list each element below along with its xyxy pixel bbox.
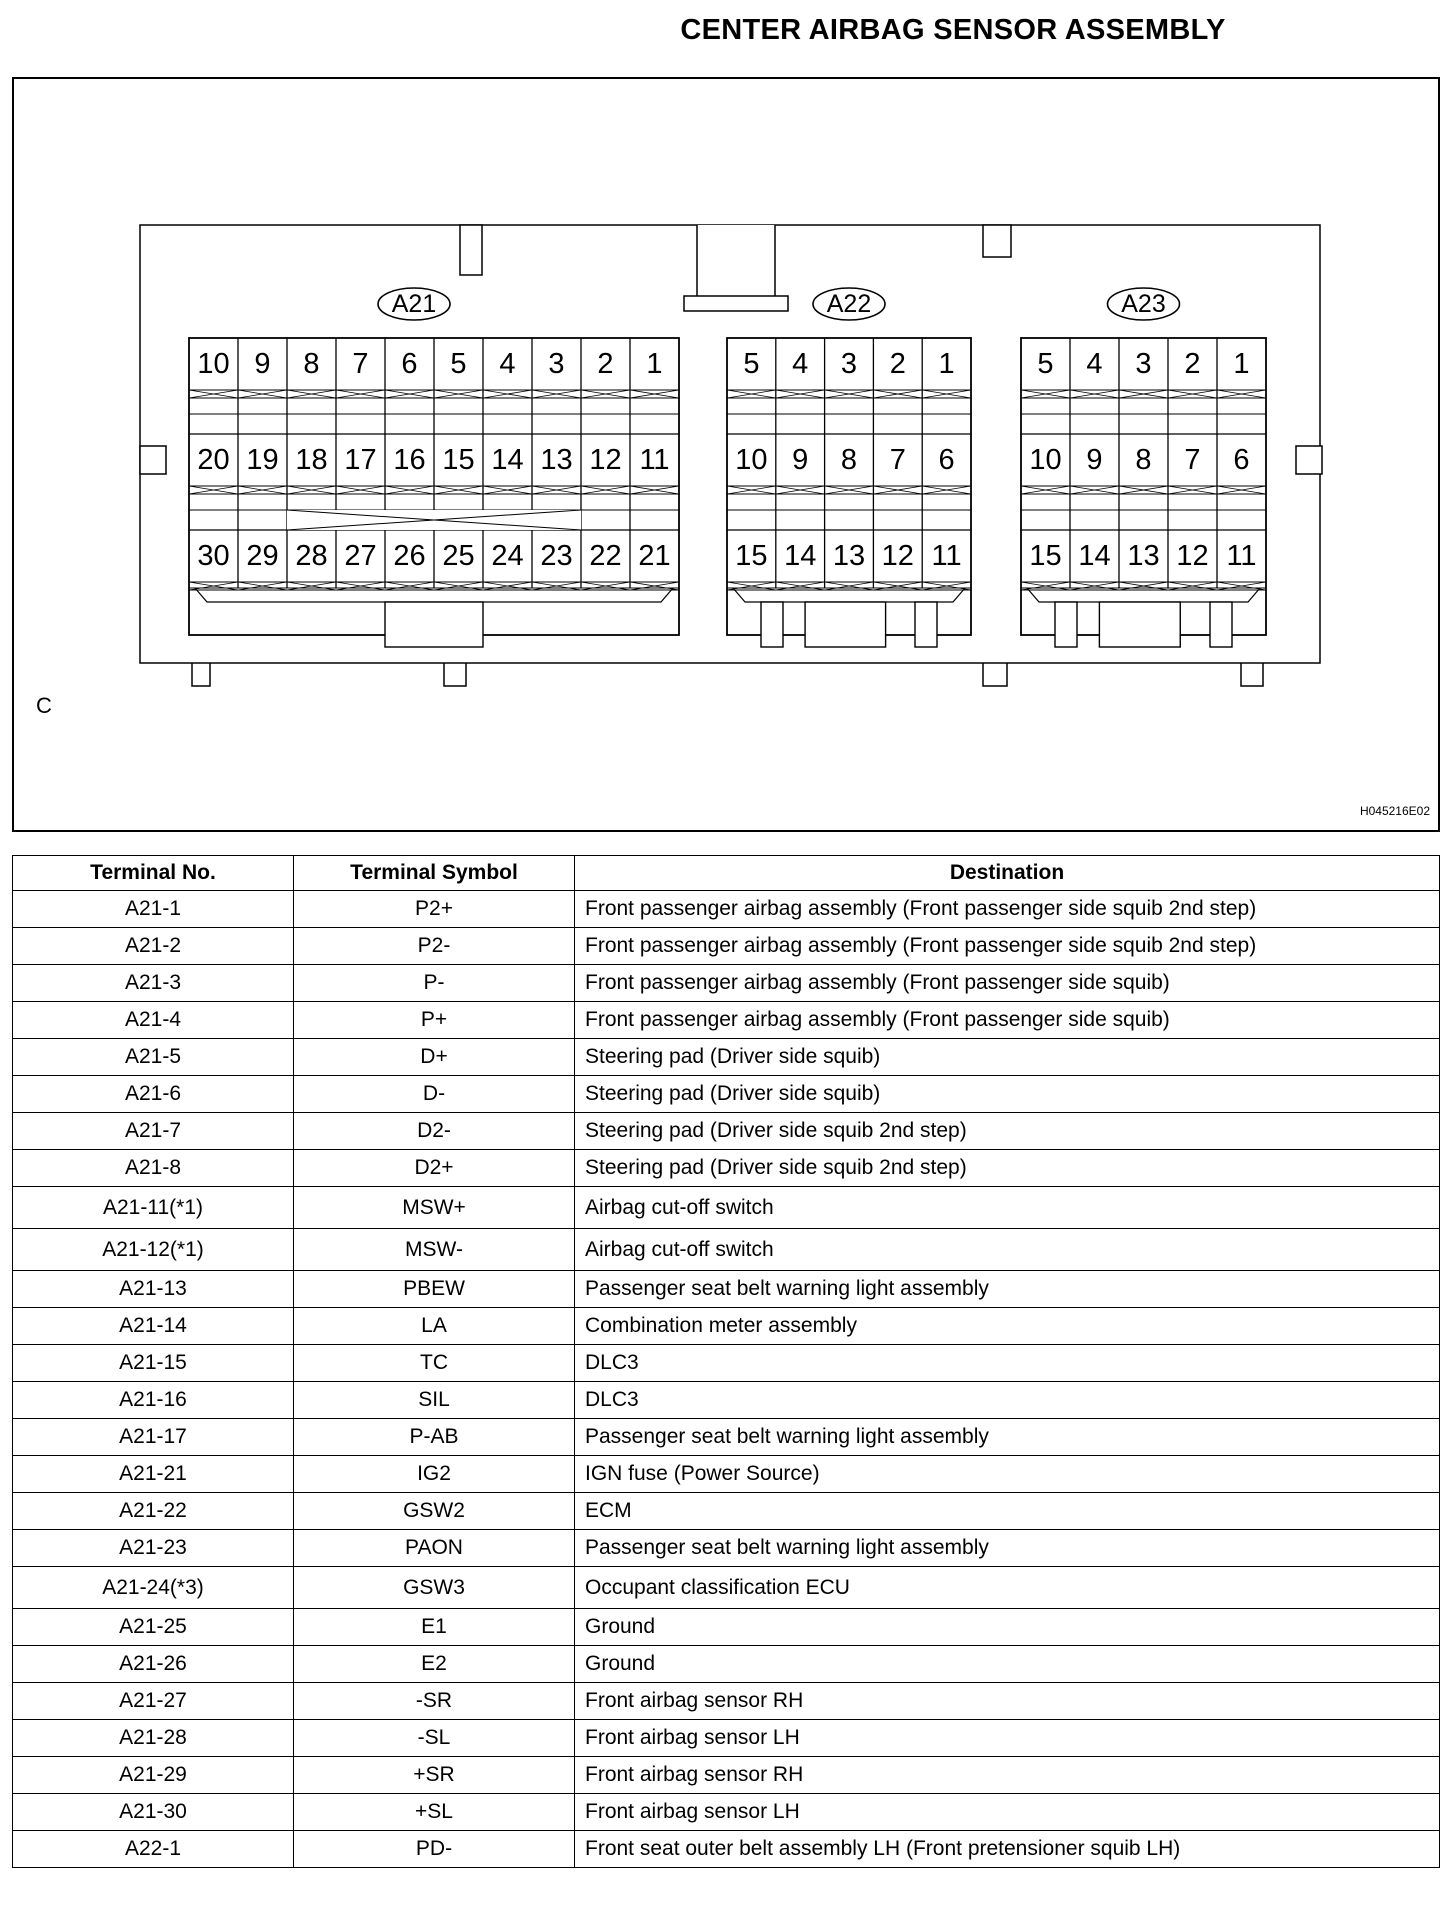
table-row	[13, 1187, 1440, 1229]
terminal-no-cell	[13, 1382, 294, 1419]
terminal-no-cell	[13, 1308, 294, 1345]
terminal-no: A21-22	[119, 1499, 187, 1522]
destination: Ground	[575, 1646, 1440, 1683]
table-row	[13, 1229, 1440, 1271]
table-row	[13, 1831, 1440, 1868]
terminal-number: 27	[344, 540, 377, 572]
destination: Passenger seat belt warning light assembly	[575, 1271, 1440, 1308]
terminal-number: 9	[254, 348, 271, 380]
terminal-no-cell	[13, 891, 294, 928]
destination: Steering pad (Driver side squib 2nd step)	[575, 1113, 1440, 1150]
terminal-no: A21-11	[102, 1195, 170, 1219]
terminal-no-cell	[13, 965, 294, 1002]
table-row	[13, 1419, 1440, 1456]
table-row	[13, 1794, 1440, 1831]
terminal-number: 23	[540, 540, 573, 572]
terminal-number: 24	[491, 540, 524, 572]
terminal-no-cell	[13, 1271, 294, 1308]
terminal-number: 10	[1029, 444, 1062, 476]
terminal-symbol: P-	[294, 965, 575, 1002]
table-row	[13, 1609, 1440, 1646]
terminal-no: A21-12	[102, 1237, 170, 1261]
terminal-number: 9	[792, 444, 809, 476]
terminal-no-cell	[13, 1530, 294, 1567]
terminal-number: 11	[1226, 540, 1257, 572]
terminal-no-cell	[13, 1720, 294, 1757]
terminal-number: 15	[1029, 540, 1062, 572]
terminal-no: A21-2	[124, 934, 182, 957]
figure-code: H045216E02	[1359, 804, 1430, 818]
terminal-number: 12	[589, 444, 622, 476]
terminal-symbol: -SL	[294, 1720, 575, 1757]
page-title: CENTER AIRBAG SENSOR ASSEMBLY	[680, 14, 1226, 46]
table-row	[13, 1530, 1440, 1567]
terminal-no: A21-15	[119, 1351, 187, 1374]
terminal-symbol: P-AB	[294, 1419, 575, 1456]
destination: Airbag cut-off switch	[575, 1229, 1440, 1271]
terminal-number: 5	[743, 348, 760, 380]
terminal-number: 7	[352, 348, 369, 380]
terminal-no: A21-3	[124, 971, 182, 994]
footnote-ref: *1	[176, 1195, 197, 1219]
terminal-number: 2	[597, 348, 614, 380]
terminal-no: A21-13	[119, 1277, 187, 1300]
terminal-no-cell	[13, 1229, 294, 1271]
terminal-number: 1	[1233, 348, 1250, 380]
terminal-number: 8	[1135, 444, 1152, 476]
note-paren-close: )	[196, 1237, 204, 1261]
terminal-number: 3	[548, 348, 565, 380]
terminal-number: 2	[1184, 348, 1201, 380]
destination: Steering pad (Driver side squib 2nd step)	[575, 1150, 1440, 1187]
terminal-no: A22-1	[124, 1837, 182, 1860]
terminal-number: 4	[792, 348, 809, 380]
terminal-number: 10	[197, 348, 230, 380]
destination: Passenger seat belt warning light assembly	[575, 1530, 1440, 1567]
table-row	[13, 928, 1440, 965]
connector-drawing	[14, 79, 1438, 830]
destination: DLC3	[575, 1345, 1440, 1382]
destination: Front airbag sensor RH	[575, 1683, 1440, 1720]
terminal-no: A21-1	[124, 897, 182, 920]
terminal-number: 4	[499, 348, 516, 380]
terminal-number: 11	[639, 444, 670, 476]
terminal-number: 3	[840, 348, 858, 380]
terminal-no-cell	[13, 1187, 294, 1229]
terminal-no-cell	[13, 1456, 294, 1493]
header-terminal-no: Terminal No.	[13, 856, 294, 891]
connector-label: A22	[826, 290, 872, 318]
destination: Occupant classification ECU	[575, 1567, 1440, 1609]
destination: IGN fuse (Power Source)	[575, 1456, 1440, 1493]
destination: Front seat outer belt assembly LH (Front pretensioner squib LH)	[575, 1831, 1440, 1868]
terminal-no: A21-24	[102, 1575, 170, 1599]
terminal-no-cell	[13, 1419, 294, 1456]
terminal-no: A21-23	[119, 1536, 187, 1559]
terminal-no: A21-8	[124, 1156, 182, 1179]
terminal-number: 26	[393, 540, 426, 572]
terminal-number: 6	[1233, 444, 1250, 476]
terminal-symbol: PBEW	[294, 1271, 575, 1308]
destination: Airbag cut-off switch	[575, 1187, 1440, 1229]
terminal-number: 1	[938, 348, 955, 380]
connector-diagram	[12, 77, 1440, 832]
terminal-number: 1	[646, 348, 663, 380]
terminal-no: A21-17	[119, 1425, 187, 1448]
table-row	[13, 1493, 1440, 1530]
terminal-no-cell	[13, 1831, 294, 1868]
terminal-symbol: TC	[294, 1345, 575, 1382]
connector-a23	[1021, 288, 1266, 647]
terminal-number: 21	[638, 540, 671, 572]
terminal-symbol: GSW2	[294, 1493, 575, 1530]
note-paren-open: (	[169, 1575, 177, 1599]
terminal-no: A21-6	[124, 1082, 182, 1105]
terminal-number: 25	[442, 540, 475, 572]
terminal-symbol: PD-	[294, 1831, 575, 1868]
connector-label: A21	[391, 290, 437, 318]
destination: Front airbag sensor RH	[575, 1757, 1440, 1794]
terminal-symbol: P2+	[294, 891, 575, 928]
terminal-no-cell	[13, 1002, 294, 1039]
terminal-number: 3	[1135, 348, 1152, 380]
table-row	[13, 1076, 1440, 1113]
footnote-ref: *1	[176, 1237, 197, 1261]
terminal-no-cell	[13, 1150, 294, 1187]
table-row	[13, 1150, 1440, 1187]
terminal-symbol: D-	[294, 1076, 575, 1113]
terminal-symbol: P2-	[294, 928, 575, 965]
terminal-no: A21-29	[119, 1763, 187, 1786]
table-row	[13, 1720, 1440, 1757]
view-letter: C	[36, 693, 52, 718]
terminal-no-cell	[13, 1345, 294, 1382]
table-row	[13, 1308, 1440, 1345]
note-paren-open: (	[169, 1237, 177, 1261]
terminal-number: 15	[442, 444, 475, 476]
terminal-number: 18	[295, 444, 328, 476]
table-header-row	[13, 856, 1440, 891]
terminal-no-cell	[13, 1757, 294, 1794]
terminal-number: 13	[1127, 540, 1160, 572]
terminal-number: 5	[1037, 348, 1054, 380]
table-row	[13, 1757, 1440, 1794]
terminal-number: 13	[540, 444, 573, 476]
terminal-symbol: SIL	[294, 1382, 575, 1419]
terminal-no-cell	[13, 928, 294, 965]
table-row	[13, 1002, 1440, 1039]
destination: Front airbag sensor LH	[575, 1720, 1440, 1757]
table-row	[13, 1382, 1440, 1419]
terminal-no-cell	[13, 1609, 294, 1646]
connector-label: A23	[1121, 290, 1166, 318]
note-paren-close: )	[196, 1195, 204, 1219]
terminal-no-cell	[13, 1076, 294, 1113]
terminal-number: 10	[735, 444, 768, 476]
terminal-number: 14	[1078, 540, 1111, 572]
note-paren-open: (	[169, 1195, 177, 1219]
destination: Steering pad (Driver side squib)	[575, 1076, 1440, 1113]
terminal-symbol: E2	[294, 1646, 575, 1683]
terminal-symbol: D2+	[294, 1150, 575, 1187]
table-row	[13, 1039, 1440, 1076]
terminal-symbol: MSW-	[294, 1229, 575, 1271]
destination: Front passenger airbag assembly (Front passenger side squib 2nd step)	[575, 928, 1440, 965]
terminal-number: 8	[303, 348, 320, 380]
terminal-no: A21-14	[119, 1314, 187, 1337]
destination: Combination meter assembly	[575, 1308, 1440, 1345]
terminal-symbol: IG2	[294, 1456, 575, 1493]
terminal-no: A21-28	[119, 1726, 187, 1749]
terminal-no-cell	[13, 1113, 294, 1150]
footnote-ref: *3	[176, 1575, 197, 1599]
terminal-no: A21-30	[119, 1800, 187, 1823]
terminal-symbol: PAON	[294, 1530, 575, 1567]
table-row	[13, 891, 1440, 928]
terminal-no: A21-5	[124, 1045, 182, 1068]
terminal-number: 2	[889, 348, 906, 380]
terminal-no-cell	[13, 1567, 294, 1609]
terminal-number: 30	[197, 540, 230, 572]
table-row	[13, 1345, 1440, 1382]
terminal-no: A21-27	[119, 1689, 187, 1712]
destination: Front passenger airbag assembly (Front passenger side squib 2nd step)	[575, 891, 1440, 928]
terminal-symbol: LA	[294, 1308, 575, 1345]
terminal-number: 28	[295, 540, 328, 572]
terminal-number: 4	[1086, 348, 1103, 380]
terminal-number: 13	[832, 540, 866, 572]
table-row	[13, 1113, 1440, 1150]
destination: Passenger seat belt warning light assembly	[575, 1419, 1440, 1456]
terminal-symbol: +SR	[294, 1757, 575, 1794]
terminal-no: A21-26	[119, 1652, 187, 1675]
destination: Front passenger airbag assembly (Front passenger side squib)	[575, 1002, 1440, 1039]
terminal-no-cell	[13, 1683, 294, 1720]
terminal-number: 6	[401, 348, 418, 380]
terminal-no: A21-4	[124, 1008, 182, 1031]
terminal-no-cell	[13, 1493, 294, 1530]
table-row	[13, 1646, 1440, 1683]
terminal-no: A21-25	[119, 1615, 187, 1638]
header-terminal-symbol: Terminal Symbol	[294, 856, 575, 891]
connector-a22	[727, 288, 971, 647]
terminal-symbol: D+	[294, 1039, 575, 1076]
terminal-number: 5	[450, 348, 467, 380]
table-row	[13, 1683, 1440, 1720]
terminal-symbol: +SL	[294, 1794, 575, 1831]
terminal-no: A21-21	[119, 1462, 187, 1485]
terminal-number: 14	[784, 540, 817, 572]
terminal-symbol: -SR	[294, 1683, 575, 1720]
terminal-number: 9	[1086, 444, 1103, 476]
terminal-number: 14	[491, 444, 524, 476]
terminal-table	[12, 855, 1440, 1868]
destination: DLC3	[575, 1382, 1440, 1419]
terminal-symbol: P+	[294, 1002, 575, 1039]
terminal-no-cell	[13, 1039, 294, 1076]
table-row	[13, 1271, 1440, 1308]
terminal-number: 11	[931, 540, 962, 572]
terminal-number: 12	[1176, 540, 1209, 572]
destination: Steering pad (Driver side squib)	[575, 1039, 1440, 1076]
terminal-number: 20	[197, 444, 230, 476]
terminal-number: 22	[589, 540, 622, 572]
terminal-number: 29	[246, 540, 279, 572]
connector-a21	[189, 288, 679, 647]
terminal-number: 6	[938, 444, 955, 476]
terminal-number: 12	[881, 540, 914, 572]
terminal-number: 7	[889, 444, 906, 476]
terminal-symbol: D2-	[294, 1113, 575, 1150]
table-row	[13, 965, 1440, 1002]
destination: Front airbag sensor LH	[575, 1794, 1440, 1831]
terminal-number: 7	[1184, 444, 1201, 476]
terminal-number: 19	[246, 444, 279, 476]
terminal-no-cell	[13, 1794, 294, 1831]
terminal-symbol: MSW+	[294, 1187, 575, 1229]
terminal-number: 8	[840, 444, 858, 476]
terminal-number: 15	[735, 540, 768, 572]
terminal-number: 16	[393, 444, 426, 476]
table-row	[13, 1567, 1440, 1609]
terminal-number: 17	[344, 444, 377, 476]
terminal-symbol: GSW3	[294, 1567, 575, 1609]
destination: ECM	[575, 1493, 1440, 1530]
note-paren-close: )	[196, 1575, 204, 1599]
destination: Front passenger airbag assembly (Front passenger side squib)	[575, 965, 1440, 1002]
terminal-no: A21-16	[119, 1388, 187, 1411]
header-destination: Destination	[575, 856, 1440, 891]
terminal-no: A21-7	[124, 1119, 182, 1142]
table-row	[13, 1456, 1440, 1493]
destination: Ground	[575, 1609, 1440, 1646]
terminal-no-cell	[13, 1646, 294, 1683]
terminal-symbol: E1	[294, 1609, 575, 1646]
